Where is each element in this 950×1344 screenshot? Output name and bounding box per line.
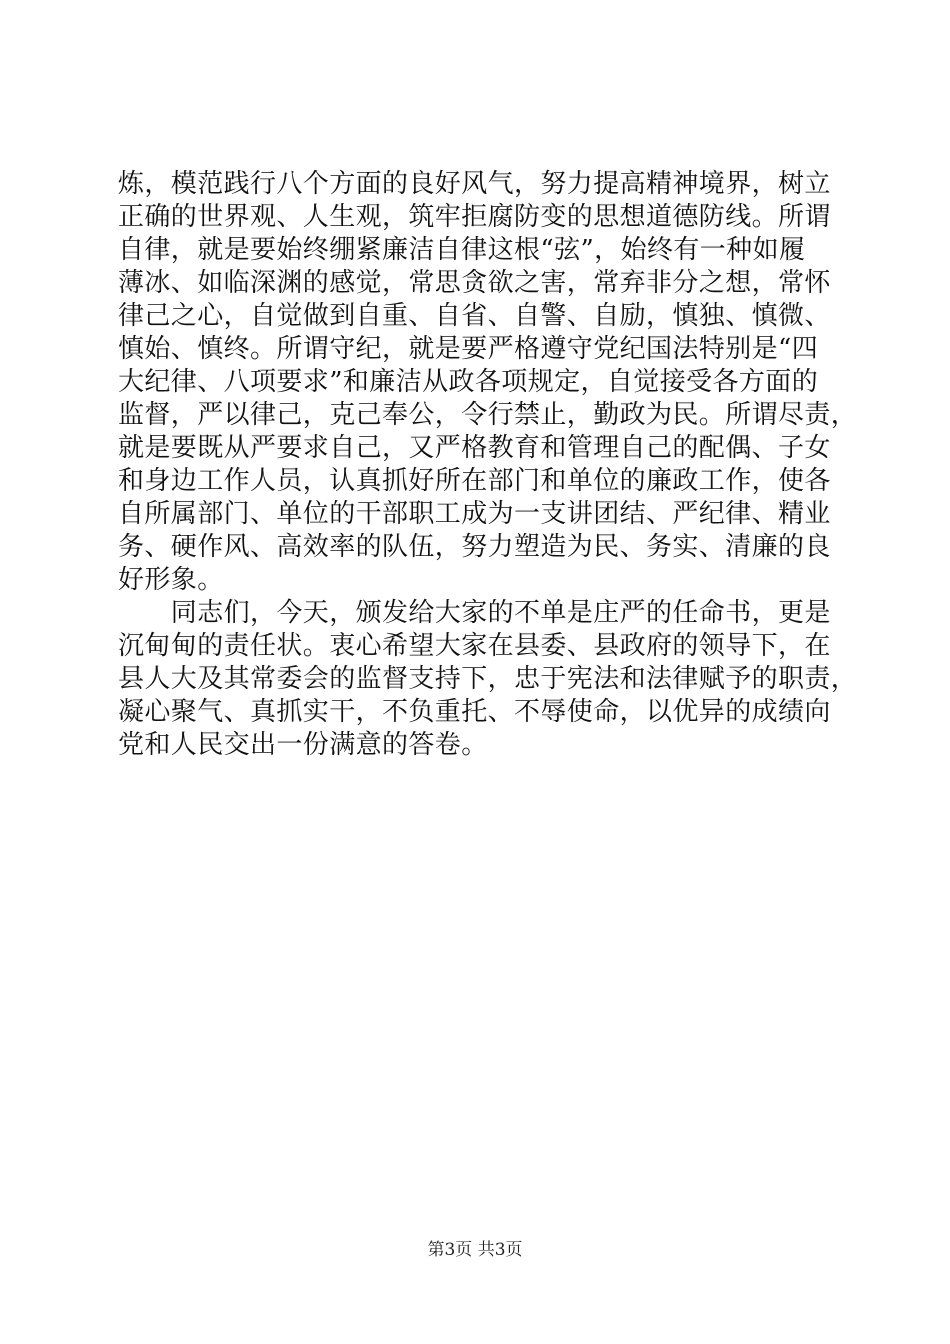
text-line: 同志们，今天，颁发给大家的不单是庄严的任命书，更是 [118, 598, 831, 628]
text-line: 好形象。 [118, 565, 224, 595]
page-number-footer: 第3页 共3页 [427, 1240, 523, 1260]
text-line: 务、硬作风、高效率的队伍，努力塑造为民、务实、清廉的良 [118, 532, 831, 562]
text-line: 监督，严以律己，克己奉公，令行禁止，勤政为民。所谓尽责， [118, 400, 858, 430]
text-line: 自所属部门、单位的干部职工成为一支讲团结、严纪律、精业 [118, 499, 831, 529]
text-line: 慎始、慎终。所谓守纪，就是要严格遵守党纪国法特别是“四 [118, 334, 819, 364]
text-line: 县人大及其常委会的监督支持下，忠于宪法和法律赋予的职责， [118, 664, 858, 694]
text-line: 大纪律、八项要求”和廉洁从政各项规定，自觉接受各方面的 [118, 367, 819, 397]
text-line: 律己之心，自觉做到自重、自省、自警、自励，慎独、慎微、 [118, 301, 831, 331]
text-line: 沉甸甸的责任状。衷心希望大家在县委、县政府的领导下，在 [118, 631, 831, 661]
body-text [118, 168, 858, 762]
text-line: 薄冰、如临深渊的感觉，常思贪欲之害，常弃非分之想，常怀 [118, 268, 831, 298]
text-line: 自律，就是要始终绷紧廉洁自律这根“弦”，始终有一种如履 [118, 235, 806, 265]
text-line: 正确的世界观、人生观，筑牢拒腐防变的思想道德防线。所谓 [118, 202, 831, 232]
text-line: 和身边工作人员，认真抓好所在部门和单位的廉政工作，使各 [118, 466, 831, 496]
text-line: 凝心聚气、真抓实干，不负重托、不辱使命，以优异的成绩向 [118, 697, 831, 727]
text-line: 炼，模范践行八个方面的良好风气，努力提高精神境界，树立 [118, 169, 831, 199]
text-line: 就是要既从严要求自己，又严格教育和管理自己的配偶、子女 [118, 433, 831, 463]
text-line: 党和人民交出一份满意的答卷。 [118, 730, 488, 760]
